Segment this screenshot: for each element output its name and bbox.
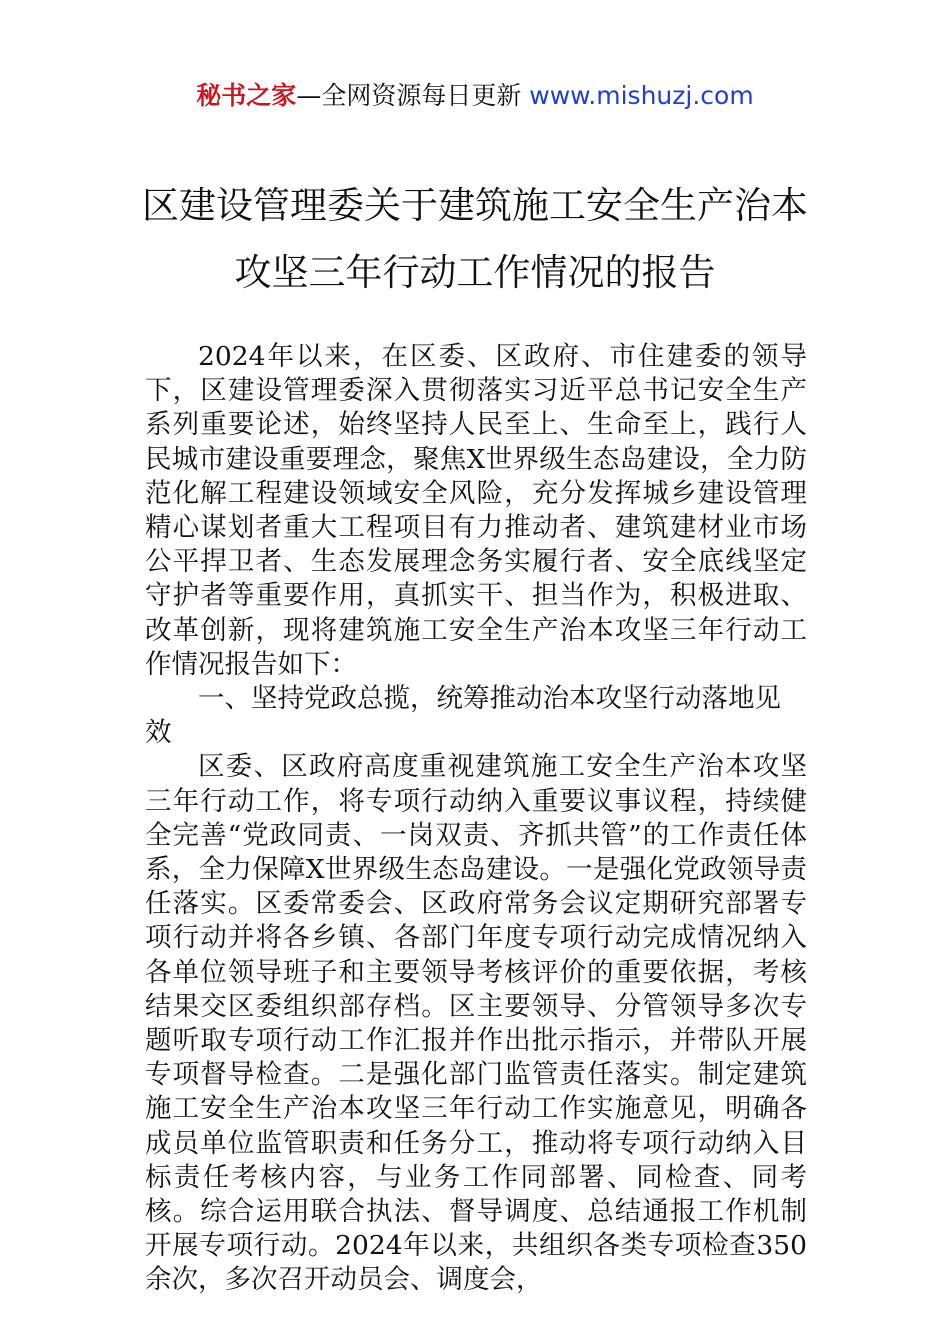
site-name: 秘书之家 bbox=[196, 81, 297, 110]
document-title-line-1: 区建设管理委关于建筑施工安全生产治本 bbox=[142, 184, 808, 227]
section-1-paragraph: 区委、区政府高度重视建筑施工安全生产治本攻坚三年行动工作，将专项行动纳入重要议事议程，持续健全完善“党政同责、一岗双责、齐抓共管”的工作责任体系，全力保障X世界级生态岛建设。一是强化党政领导责任落实。区委常委会、区政府常务会议定期研究部署专项行动并将各乡镇、各部门年度专项行动完成情况纳入各单位领导班子和主要领导考核评价的重要依据，考核结果交区委组织部存档。区主要领导、分管领导多次专题听取专项行动工作汇报并作出批示指示，并带队开展专项督导检查。二是强化部门监管责任落实。制定建筑施工安全生产治本攻坚三年行动工作实施意见，明确各成员单位监管职责和任务分工，推动将专项行动纳入目标责任考核内容，与业务工作同部署、同检查、同考核。综合运用联合执法、督导调度、总结通报工作机制开展专项行动。2024年以来，共组织各类专项检查350余次，多次召开动员会、调度会， bbox=[145, 751, 807, 1296]
site-header bbox=[0, 80, 950, 112]
section-1-heading: 一、坚持党政总揽，统筹推动治本攻坚行动落地见效 bbox=[145, 683, 781, 749]
intro-paragraph: 2024年以来，在区委、区政府、市住建委的领导下，区建设管理委深入贯彻落实习近平总书记安全生产系列重要论述，始终坚持人民至上、生命至上，践行人民城市建设重要理念，聚焦X世界级生态岛建设，全力防范化解工程建设领域安全风险，充分发挥城乡建设管理精心谋划者重大工程项目有力推动者、建筑建材业市场公平捍卫者、生态发展理念务实履行者、安全底线坚定守护者等重要作用，真抓实干、担当作为，积极进取、改革创新，现将建筑施工安全生产治本攻坚三年行动工作情况报告如下： bbox=[145, 341, 807, 680]
document-title bbox=[0, 172, 950, 306]
document-body bbox=[145, 340, 807, 1298]
document-title-line-2: 攻坚三年行动工作情况的报告 bbox=[234, 251, 716, 294]
site-url-link[interactable]: www.mishuzj.com bbox=[529, 81, 754, 110]
site-tagline: —全网资源每日更新 bbox=[296, 81, 530, 110]
